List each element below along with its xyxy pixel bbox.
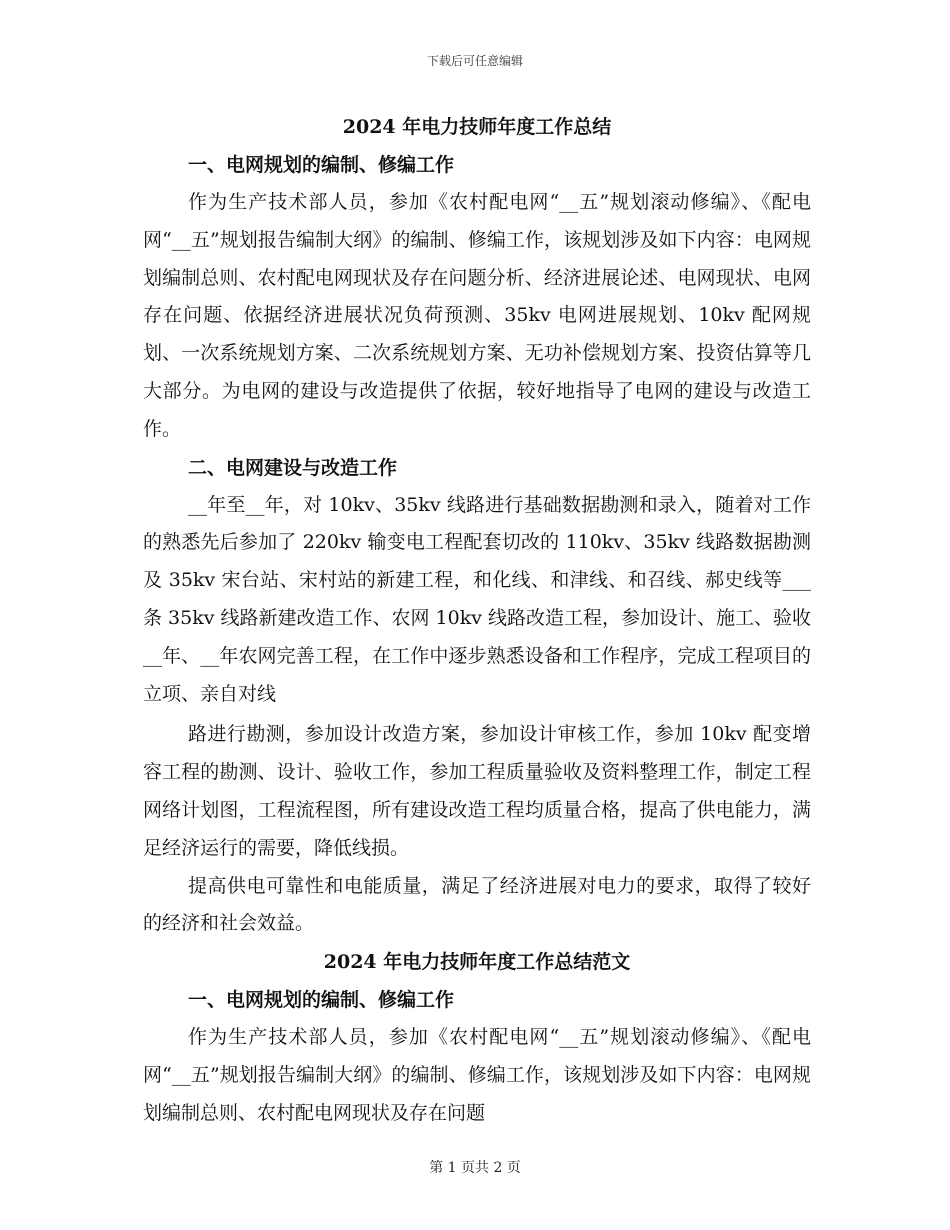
document-title-2: 2024 年电力技师年度工作总结范文: [323, 951, 631, 974]
page-header: 下载后可任意编辑: [426, 54, 523, 68]
section-heading-construction: 二、电网建设与改造工作: [188, 456, 398, 479]
paragraph-construction-3: 提高供电可靠性和电能质量，满足了经济进展对电力的要求，取得了较好的经济和社会效益。: [143, 874, 811, 935]
section-heading-planning-2: 一、电网规划的编制、修编工作: [188, 989, 455, 1012]
page-footer: 第 1 页共 2 页: [429, 1160, 521, 1176]
document-title: 2024 年电力技师年度工作总结: [342, 116, 612, 138]
paragraph-construction-2: 路进行勘测，参加设计改造方案，参加设计审核工作，参加 10kv 配变增容工程的勘测、设计、验收工作，参加工程质量验收及资料整理工作，制定工程网络计划图，工程流程图，所有建设改造工程均质量合格，提高了供电能力，满足经济运行的需要，降低线损。: [143, 723, 811, 859]
section-heading-planning: 一、电网规划的编制、修编工作: [188, 154, 455, 176]
document-body: [143, 108, 811, 1133]
paragraph-planning-2: 作为生产技术部人员，参加《农村配电网“__五”规划滚动修编》、《配电网“__五”规划报告编制大纲》的编制、修编工作，该规划涉及如下内容：电网规划编制总则、农村配电网现状及存在问题: [143, 1026, 811, 1124]
paragraph-planning: 作为生产技术部人员，参加《农村配电网“__五”规划滚动修编》、《配电网“__五”规划报告编制大纲》的编制、修编工作，该规划涉及如下内容：电网规划编制总则、农村配电网现状及存在问题分析、经济进展论述、电网现状、电网存在问题、依据经济进展状况负荷预测、35kv 电网进展规划、10kv 配网规划、一次系统规划方案、二次系统规划方案、无功补偿规划方案、投资估算等几大部分。为电网的建设与改造提供了依据，较好地指导了电网的建设与改造工作。: [143, 191, 811, 440]
paragraph-construction-1: __年至__年，对 10kv、35kv 线路进行基础数据勘测和录入，随着对工作的熟悉先后参加了 220kv 输变电工程配套切改的 110kv、35kv 线路数据勘测及 35kv 宋台站、宋村站的新建工程，和化线、和津线、和召线、郝史线等___条 35kv 线路新建改造工作、农网 10kv 线路改造工程，参加设计、施工、验收__年、__年农网完善工程，在工作中逐步熟悉设备和工作程序，完成工程项目的立项、亲自对线: [143, 493, 812, 705]
